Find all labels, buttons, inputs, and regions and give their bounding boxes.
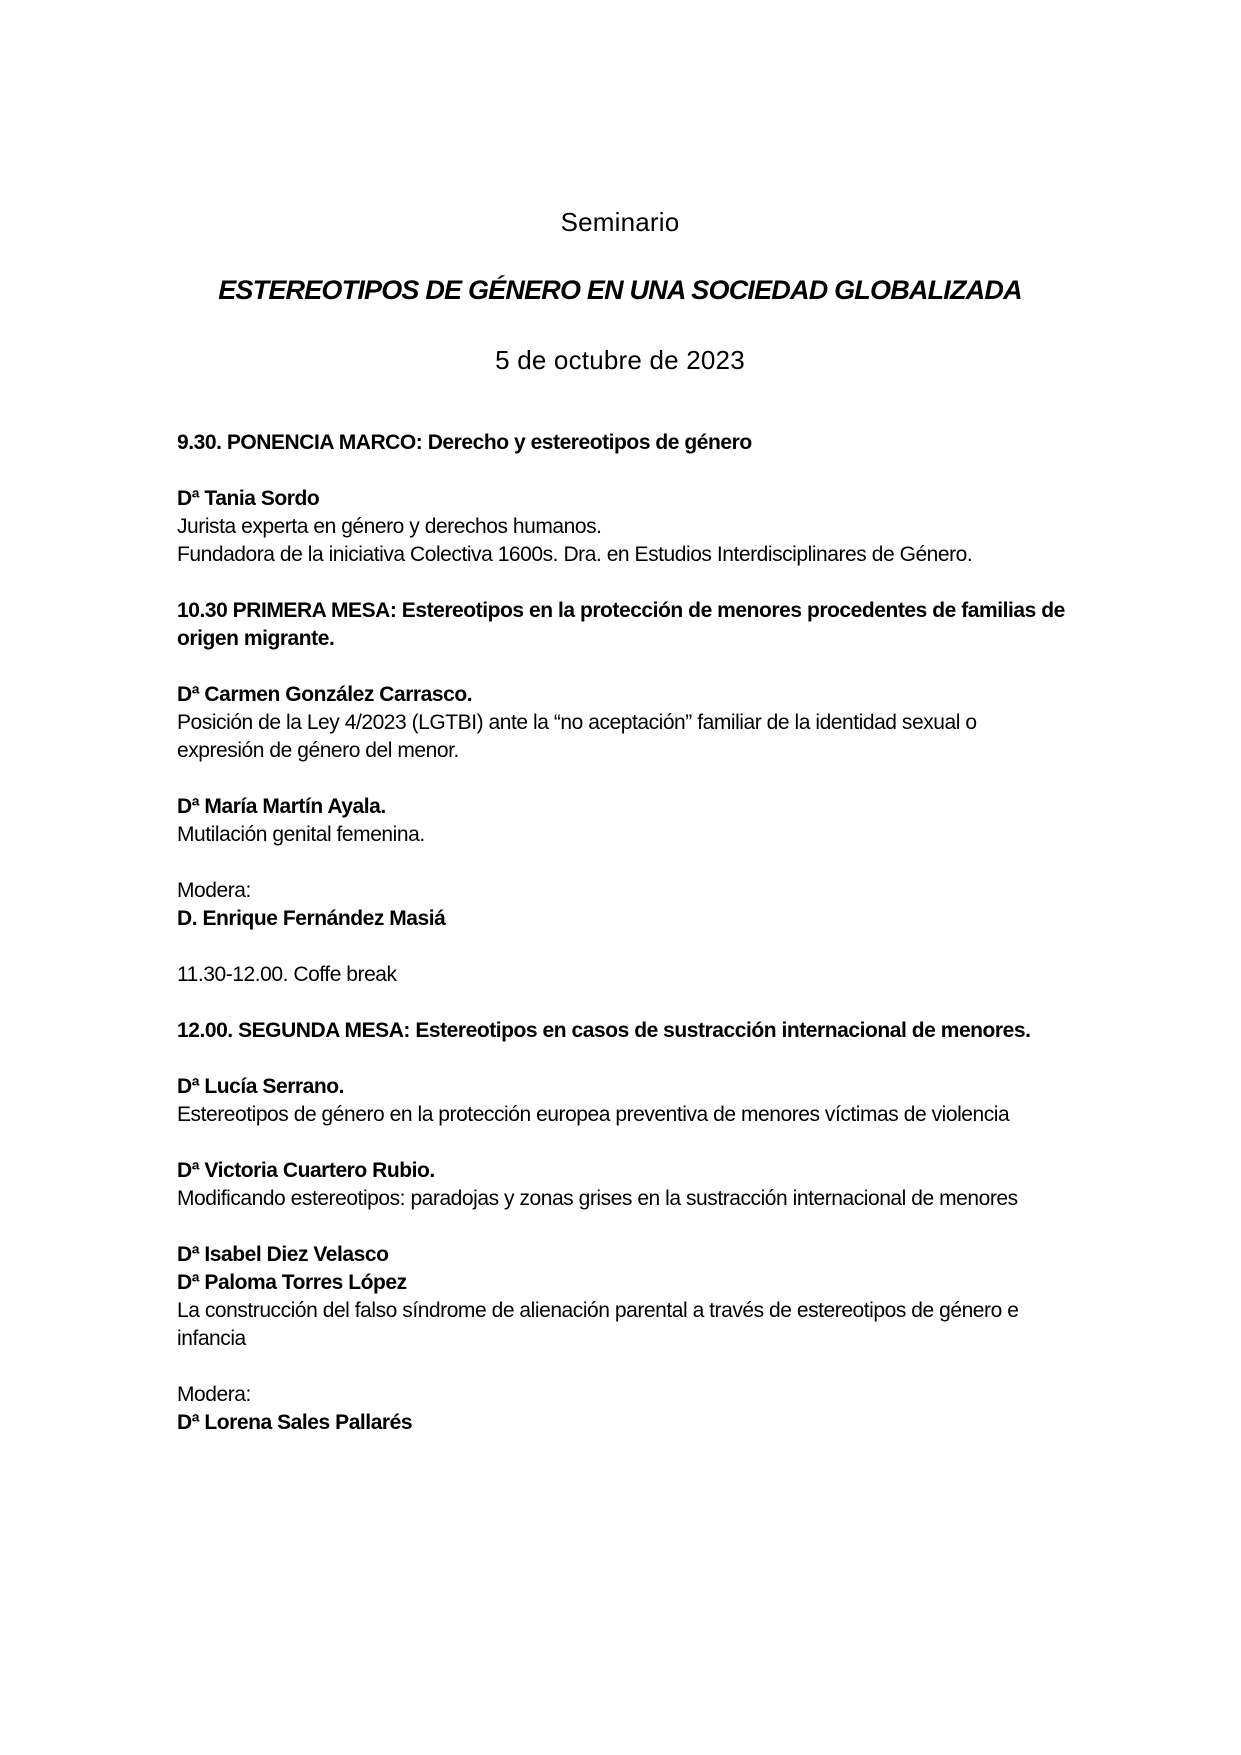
program-block: [177, 961, 1063, 989]
program-block: [177, 681, 1063, 765]
program-line: La construcción del falso síndrome de alienación parental a través de estereotipos de género e: [177, 1299, 1019, 1322]
program-line: Dª María Martín Ayala.: [177, 795, 386, 818]
program-block: [177, 1381, 1063, 1437]
program-line: Dª Isabel Diez Velasco: [177, 1243, 389, 1266]
program-line: Dª Lucía Serrano.: [177, 1075, 345, 1098]
program-line: Jurista experta en género y derechos humanos.: [177, 515, 602, 538]
program-block: [177, 597, 1063, 653]
program-block: [177, 1017, 1063, 1045]
program-block: [177, 1073, 1063, 1129]
seminar-kicker: Seminario: [560, 207, 680, 237]
seminar-date: 5 de octubre de 2023: [495, 345, 745, 375]
program-block: [177, 485, 1063, 569]
program-line: 10.30 PRIMERA MESA: Estereotipos en la protección de menores procedentes de familias de: [177, 599, 1065, 622]
program-line: Dª Paloma Torres López: [177, 1271, 407, 1294]
program-line: Modera:: [177, 879, 251, 902]
program-line: infancia: [177, 1327, 246, 1350]
seminar-title: ESTEREOTIPOS DE GÉNERO EN UNA SOCIEDAD GLOBALIZADA: [218, 275, 1022, 305]
program-blocks: [177, 429, 1063, 1437]
program-block: [177, 429, 1063, 457]
program-line: Modificando estereotipos: paradojas y zonas grises en la sustracción internacional de menores: [177, 1187, 1018, 1210]
program-line: 12.00. SEGUNDA MESA: Estereotipos en casos de sustracción internacional de menores.: [177, 1019, 1031, 1042]
program-line: Dª Lorena Sales Pallarés: [177, 1411, 413, 1434]
program-line: Dª Victoria Cuartero Rubio.: [177, 1159, 435, 1182]
program-block: [177, 1241, 1063, 1353]
program-line: 11.30-12.00. Coffe break: [177, 963, 397, 986]
program-block: [177, 1157, 1063, 1213]
program-line: Posición de la Ley 4/2023 (LGTBI) ante la “no aceptación” familiar de la identidad sexual o: [177, 711, 977, 734]
program-block: [177, 877, 1063, 933]
program-block: [177, 793, 1063, 849]
program-line: Dª Carmen González Carrasco.: [177, 683, 473, 706]
program-line: D. Enrique Fernández Masiá: [177, 907, 446, 930]
program-line: 9.30. PONENCIA MARCO: Derecho y estereotipos de género: [177, 431, 752, 454]
program-line: Fundadora de la iniciativa Colectiva 1600s. Dra. en Estudios Interdisciplinares de Género.: [177, 543, 973, 566]
program-line: expresión de género del menor.: [177, 739, 459, 762]
document-body: [177, 0, 1063, 1437]
program-line: Modera:: [177, 1383, 251, 1406]
program-line: Mutilación genital femenina.: [177, 823, 425, 846]
program-line: origen migrante.: [177, 627, 335, 650]
program-line: Dª Tania Sordo: [177, 487, 320, 510]
program-line: Estereotipos de género en la protección europea preventiva de menores víctimas de violencia: [177, 1103, 1010, 1126]
